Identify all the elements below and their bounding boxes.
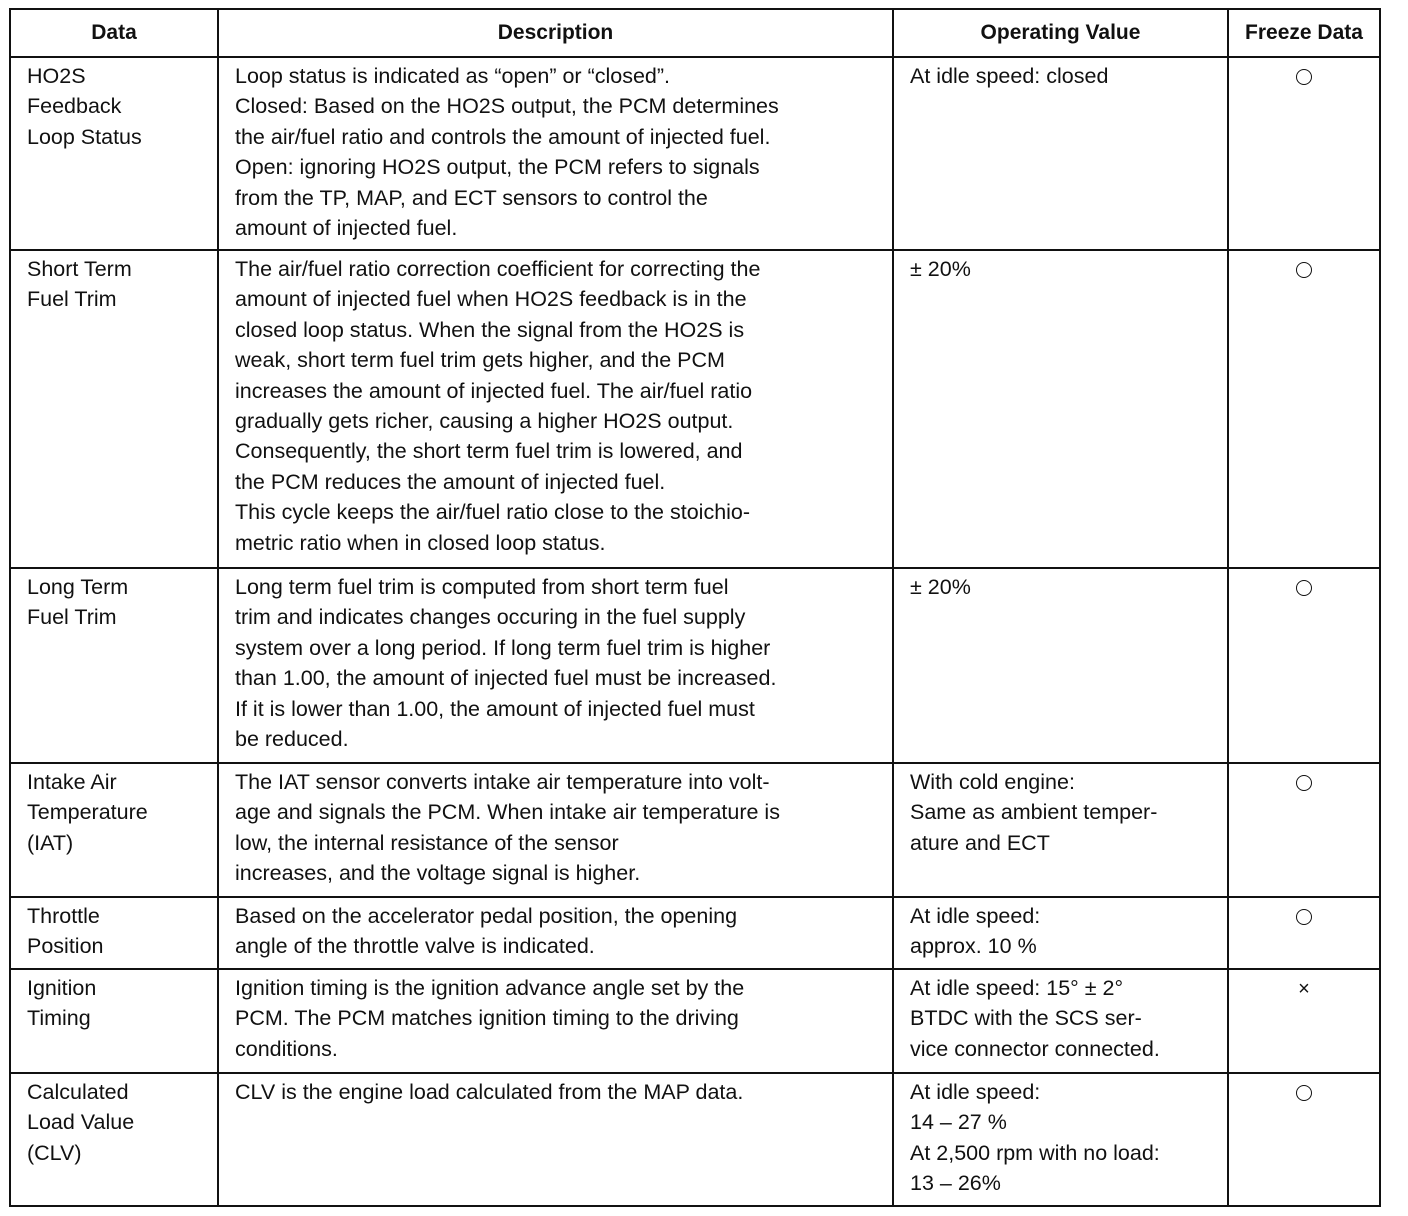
freeze-supported-icon — [1296, 580, 1312, 596]
freeze-supported-icon — [1296, 262, 1312, 278]
description-cell: The air/fuel ratio correction coefficient for correcting the amount of injected fuel when HO2S feedback is in the closed loop status. When the signal from the HO2S is weak, short term fuel trim gets higher, and the PCM increases the amount of injected fuel. The air/fuel ratio gradually gets richer, causing a higher HO2S output. Consequently, the short term fuel trim is lowered, and the PCM reduces the amount of injected fuel. This cycle keeps the air/fuel ratio close to the stoichio- metric ratio when in closed loop status. — [218, 250, 893, 568]
header-freeze-data: Freeze Data — [1228, 9, 1380, 57]
operating-value-cell: At idle speed: closed — [893, 57, 1228, 250]
operating-value-cell: At idle speed: 15° ± 2° BTDC with the SCS ser- vice connector connected. — [893, 969, 1228, 1073]
header-description: Description — [218, 9, 893, 57]
operating-value-cell: ± 20% — [893, 250, 1228, 568]
freeze-supported-icon — [1296, 909, 1312, 925]
data-name-cell: Throttle Position — [10, 897, 218, 969]
freeze-not-supported-icon: × — [1298, 978, 1310, 1000]
operating-value-cell: With cold engine: Same as ambient temper- ature and ECT — [893, 763, 1228, 897]
data-name-cell: Ignition Timing — [10, 969, 218, 1073]
description-cell: The IAT sensor converts intake air temperature into volt- age and signals the PCM. When intake air temperature is low, the internal resistance of the sensor increases, and the voltage signal is higher. — [218, 763, 893, 897]
table-row — [10, 1073, 1380, 1206]
table-row — [10, 250, 1380, 568]
freeze-supported-icon — [1296, 1085, 1312, 1101]
freeze-data-cell — [1228, 568, 1380, 763]
data-name-cell: Long Term Fuel Trim — [10, 568, 218, 763]
table-row — [10, 969, 1380, 1073]
freeze-data-cell — [1228, 897, 1380, 969]
data-name-cell: Short Term Fuel Trim — [10, 250, 218, 568]
operating-value-cell: At idle speed: 14 – 27 % At 2,500 rpm with no load: 13 – 26% — [893, 1073, 1228, 1206]
data-name-cell: Intake Air Temperature (IAT) — [10, 763, 218, 897]
operating-value-cell: ± 20% — [893, 568, 1228, 763]
freeze-data-table — [9, 8, 1381, 1207]
freeze-data-cell — [1228, 250, 1380, 568]
table-row — [10, 568, 1380, 763]
description-cell: Loop status is indicated as “open” or “closed”. Closed: Based on the HO2S output, the PCM determines the air/fuel ratio and controls the amount of injected fuel. Open: ignoring HO2S output, the PCM refers to signals from the TP, MAP, and ECT sensors to control the amount of injected fuel. — [218, 57, 893, 250]
table-row — [10, 57, 1380, 250]
description-cell: Long term fuel trim is computed from short term fuel trim and indicates changes occuring in the fuel supply system over a long period. If long term fuel trim is higher than 1.00, the amount of injected fuel must be increased. If it is lower than 1.00, the amount of injected fuel must be reduced. — [218, 568, 893, 763]
data-name-cell: HO2S Feedback Loop Status — [10, 57, 218, 250]
data-name-cell: Calculated Load Value (CLV) — [10, 1073, 218, 1206]
freeze-data-cell — [1228, 57, 1380, 250]
description-cell: Based on the accelerator pedal position, the opening angle of the throttle valve is indicated. — [218, 897, 893, 969]
header-operating-value: Operating Value — [893, 9, 1228, 57]
table-row — [10, 763, 1380, 897]
freeze-data-cell — [1228, 969, 1380, 1073]
freeze-supported-icon — [1296, 775, 1312, 791]
header-data: Data — [10, 9, 218, 57]
freeze-data-cell — [1228, 763, 1380, 897]
table-row — [10, 897, 1380, 969]
operating-value-cell: At idle speed: approx. 10 % — [893, 897, 1228, 969]
header-row — [10, 9, 1380, 57]
freeze-supported-icon — [1296, 69, 1312, 85]
description-cell: Ignition timing is the ignition advance angle set by the PCM. The PCM matches ignition timing to the driving conditions. — [218, 969, 893, 1073]
freeze-data-cell — [1228, 1073, 1380, 1206]
description-cell: CLV is the engine load calculated from the MAP data. — [218, 1073, 893, 1206]
